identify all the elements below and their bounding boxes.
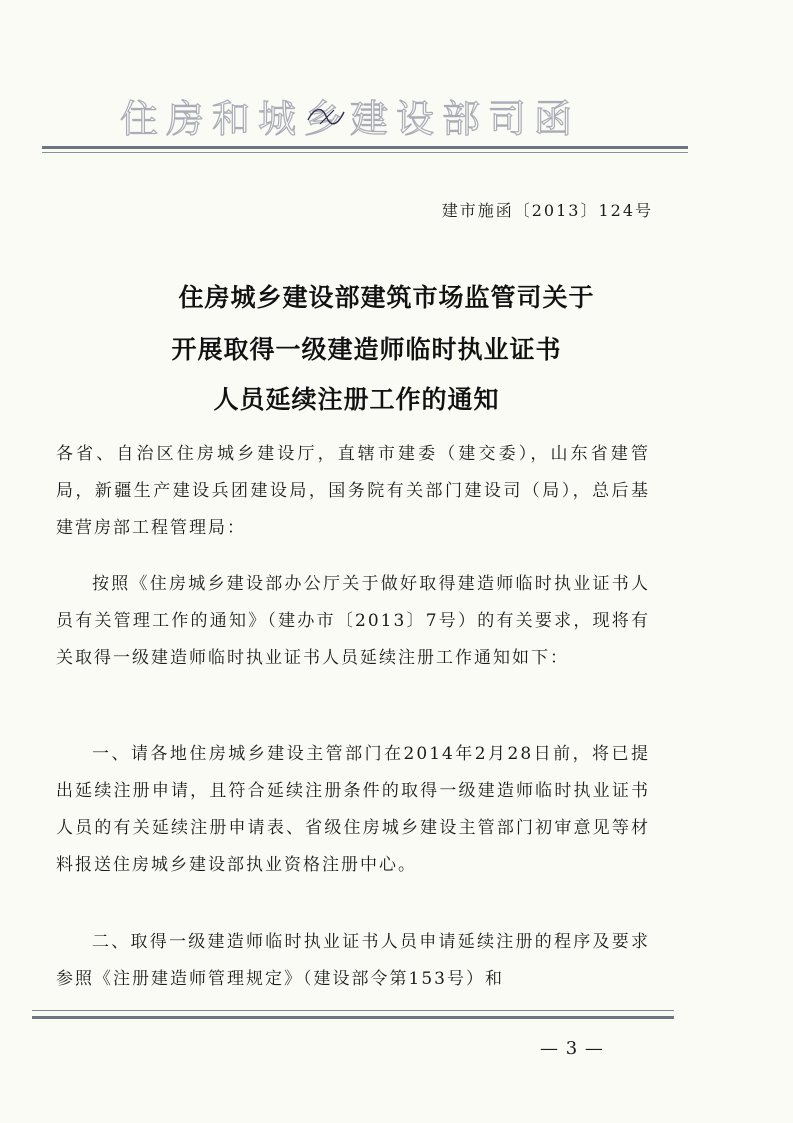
footer-rule-thin [32,1010,674,1011]
addressees-paragraph [56,436,650,547]
paragraph-text: 二、取得一级建造师临时执业证书人员申请延续注册的程序及要求参照《注册建造师管理规定》（建设部令第153号）和 [56,932,650,989]
paragraph-text: 一、请各地住房城乡建设主管部门在2014年2月28日前，将已提出延续注册申请，且符合延续注册条件的取得一级建造师临时执业证书人员的有关延续注册申请表、省级住房城乡建设主管部门初审意见等材料报送住房城乡建设部执业资格注册中心。 [56,744,650,875]
body-paragraph-2 [56,736,650,884]
handwritten-mark [300,98,360,138]
letterhead-rule-thin [42,152,688,153]
document-title-line-3: 人员延续注册工作的通知 [213,385,500,414]
body-paragraph-1 [56,566,650,677]
letterhead-rule-thick [42,146,688,149]
page-number: — 3 — [540,1038,604,1059]
paragraph-text: 按照《住房城乡建设部办公厅关于做好取得建造师临时执业证书人员有关管理工作的通知》（建办市〔2013〕7号）的有关要求，现将有关取得一级建造师临时执业证书人员延续注册工作通知如下： [56,574,650,668]
document-title-line-1: 住房城乡建设部建筑市场监管司关于 [178,283,595,312]
letterhead-title: 住房和城乡建设部司函 [120,97,581,141]
document-title-line-2: 开展取得一级建造师临时执业证书 [171,335,562,364]
body-paragraph-3 [56,924,650,998]
footer-rule-thick [32,1016,674,1019]
document-number: 建市施函〔2013〕124号 [441,201,653,220]
addressees-text: 各省、自治区住房城乡建设厅，直辖市建委（建交委），山东省建管局，新疆生产建设兵团建设局，国务院有关部门建设司（局），总后基建营房部工程管理局： [56,444,650,538]
